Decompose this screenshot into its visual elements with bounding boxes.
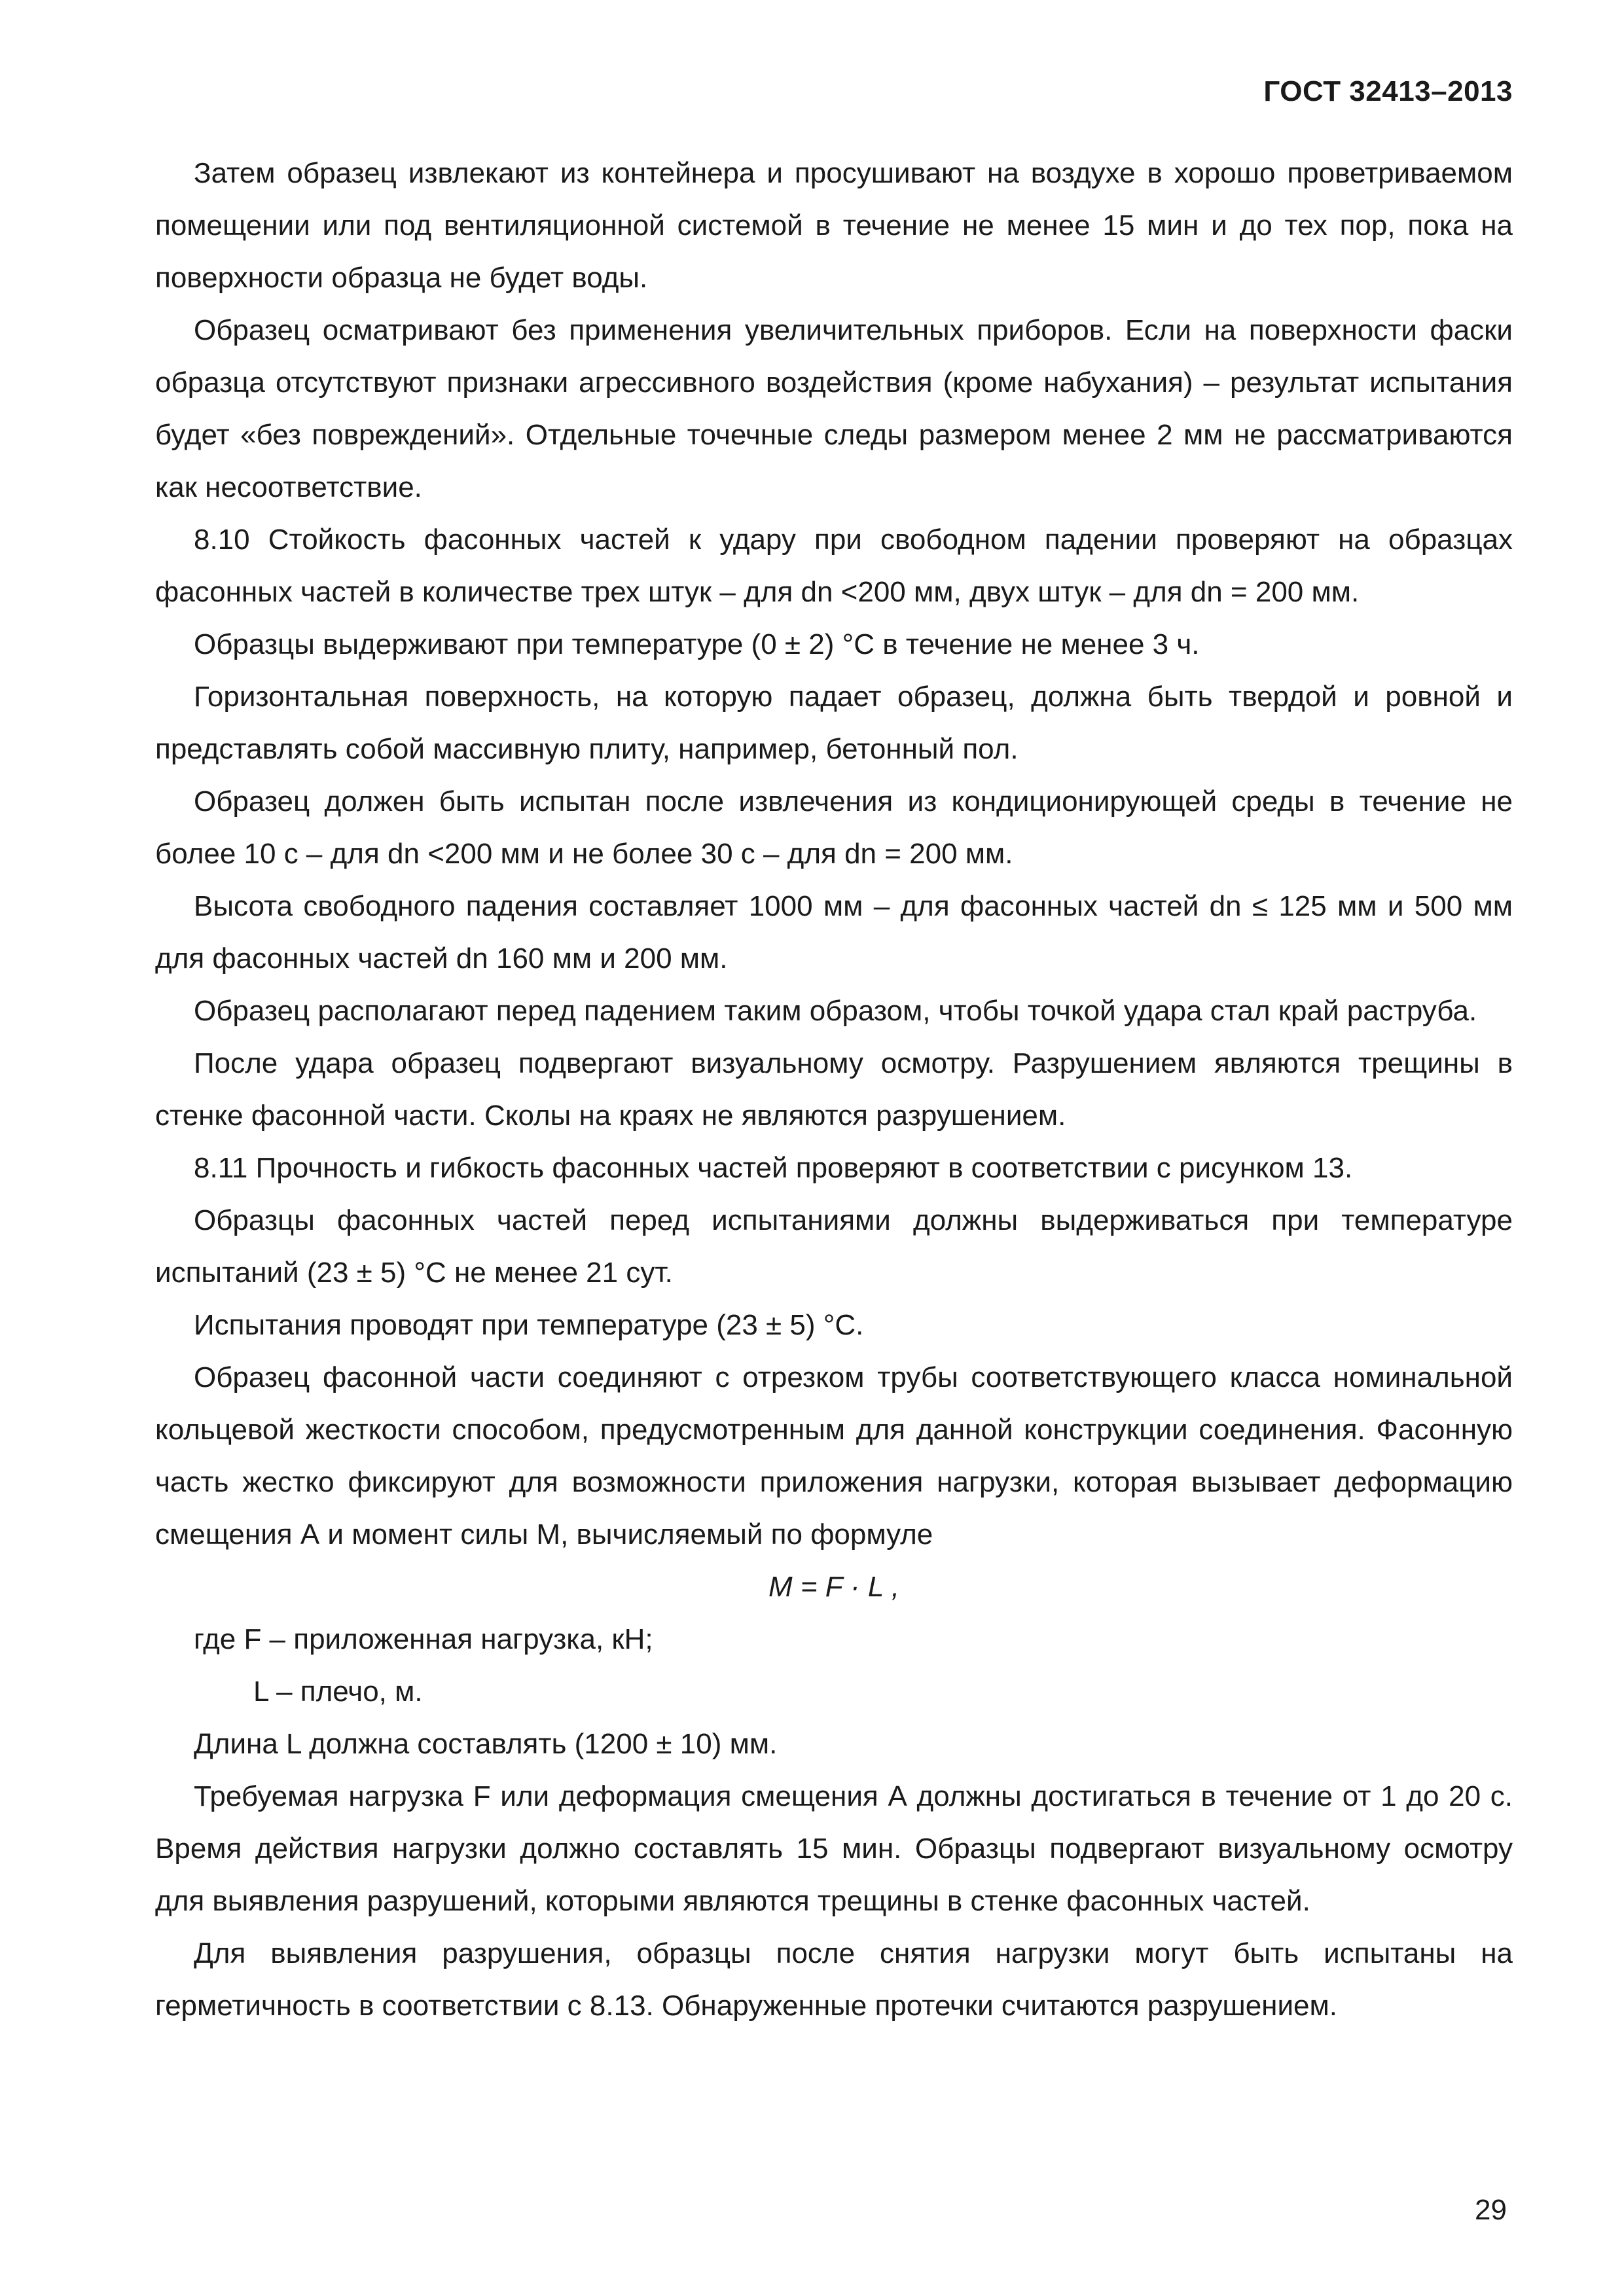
paragraph: Затем образец извлекают из контейнера и просушивают на воздухе в хорошо проветриваемом помещении или под вентиляционной системой в течение не менее 15 мин и до тех пор, пока на поверхности образца не будет воды. <box>155 157 1513 294</box>
page-number: 29 <box>1475 2194 1507 2226</box>
paragraph: 8.10 Стойкость фасонных частей к удару при свободном падении проверяют на образцах фасонных частей в количестве трех штук – для dn <200 мм, двух штук – для dn = 200 мм. <box>155 524 1513 608</box>
paragraph: Образцы фасонных частей перед испытаниями должны выдерживаться при температуре испытаний (23 ± 5) °С не менее 21 сут. <box>155 1204 1513 1289</box>
paragraph: Длина L должна составлять (1200 ± 10) мм. <box>194 1728 778 1760</box>
paragraph: Испытания проводят при температуре (23 ± 5) °С. <box>194 1309 864 1341</box>
document-header: ГОСТ 32413–2013 <box>1263 75 1513 107</box>
paragraph: Требуемая нагрузка F или деформация смещения А должны достигаться в течение от 1 до 20 с. Время действия нагрузки должно составлять 15 мин. Образцы подвергают визуальному осмотру для выявления разрушений, которыми являются трещины в стенке фасонных частей. <box>155 1780 1513 1917</box>
paragraph: Образец осматривают без применения увеличительных приборов. Если на поверхности фаски образца отсутствуют признаки агрессивного воздействия (кроме набухания) – результат испытания будет «без повреждений». Отдельные точечные следы размером менее 2 мм не рассматриваются как несоответствие. <box>155 314 1513 503</box>
paragraph: Образец должен быть испытан после извлечения из кондиционирующей среды в течение не более 10 с – для dn <200 мм и не более 30 с – для dn = 200 мм. <box>155 785 1513 870</box>
paragraph: Высота свободного падения составляет 1000 мм – для фасонных частей dn ≤ 125 мм и 500 мм для фасонных частей dn 160 мм и 200 мм. <box>155 890 1513 975</box>
formula: M = F · L , <box>768 1571 900 1603</box>
document-body <box>155 147 1513 2032</box>
paragraph: Для выявления разрушения, образцы после снятия нагрузки могут быть испытаны на герметичность в соответствии с 8.13. Обнаруженные протечки считаются разрушением. <box>155 1937 1513 2022</box>
paragraph: Горизонтальная поверхность, на которую падает образец, должна быть твердой и ровной и представлять собой массивную плиту, например, бетонный пол. <box>155 681 1513 765</box>
paragraph: 8.11 Прочность и гибкость фасонных частей проверяют в соответствии с рисунком 13. <box>194 1152 1353 1184</box>
paragraph: Образец фасонной части соединяют с отрезком трубы соответствующего класса номинальной кольцевой жесткости способом, предусмотренным для данной конструкции соединения. Фасонную часть жестко фиксируют для возможности приложения нагрузки, которая вызывает деформацию смещения А и момент силы М, вычисляемый по формуле <box>155 1361 1513 1551</box>
paragraph: После удара образец подвергают визуальному осмотру. Разрушением являются трещины в стенке фасонной части. Сколы на краях не являются разрушением. <box>155 1047 1513 1132</box>
formula-legend-line: L – плечо, м. <box>253 1676 423 1708</box>
formula-legend-line: где F – приложенная нагрузка, кН; <box>194 1623 653 1655</box>
paragraph: Образец располагают перед падением таким образом, чтобы точкой удара стал край раструба. <box>194 995 1477 1027</box>
paragraph: Образцы выдерживают при температуре (0 ± 2) °С в течение не менее 3 ч. <box>194 628 1200 660</box>
